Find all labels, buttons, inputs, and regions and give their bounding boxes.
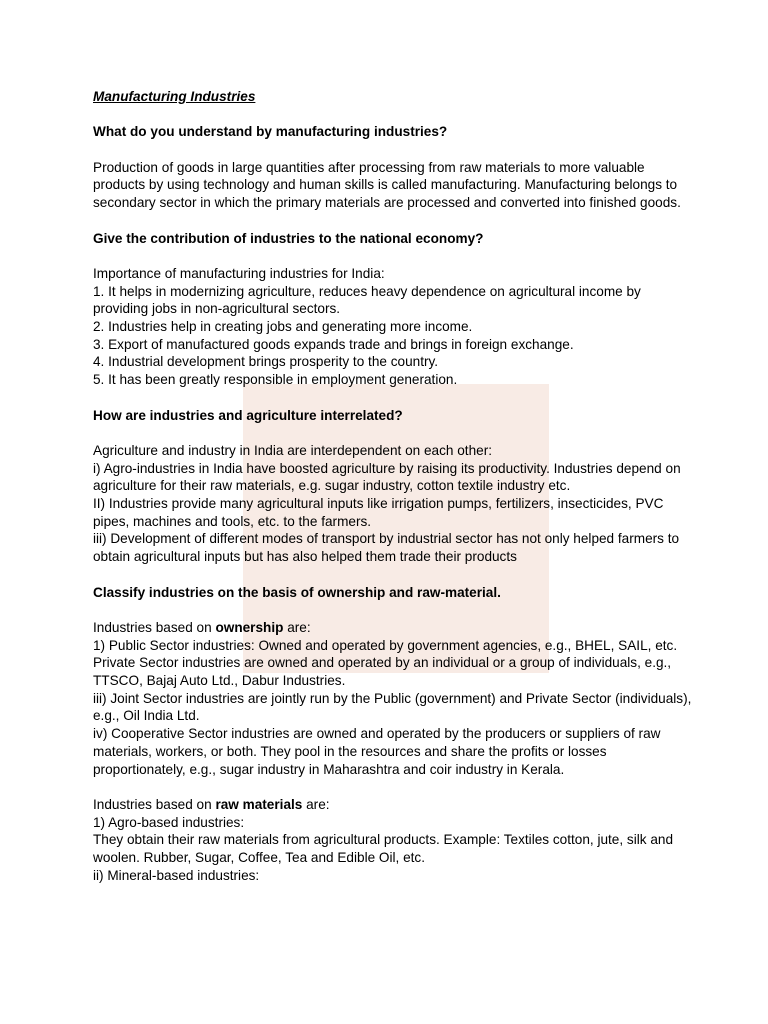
list-item: 1. It helps in modernizing agriculture, reduces heavy dependence on agricultural income by providing jobs in non-agricultural sectors. (93, 283, 641, 317)
answer-2-intro: Importance of manufacturing industries for India: (93, 265, 385, 281)
list-item: iii) Joint Sector industries are jointly run by the Public (government) and Private Sector (individuals), e.g., Oil India Ltd. (93, 690, 692, 724)
list-item: Private Sector industries are owned and operated by an individual or a group of individuals, e.g., TTSCO, Bajaj Auto Ltd., Dabur Industries. (93, 655, 672, 689)
question-4: Classify industries on the basis of ownership and raw-material. (93, 584, 501, 600)
answer-3-intro: Agriculture and industry in India are interdependent on each other: (93, 442, 493, 458)
list-item: 5. It has been greatly responsible in employment generation. (93, 372, 458, 388)
list-item: 4. Industrial development brings prosperity to the country. (93, 354, 439, 370)
question-1: What do you understand by manufacturing industries? (93, 124, 448, 140)
list-item: 1) Public Sector industries: Owned and operated by government agencies, e.g., BHEL, SAIL, etc. (93, 637, 678, 653)
ownership-intro-after: are: (283, 619, 311, 635)
list-item: 2. Industries help in creating jobs and generating more income. (93, 319, 473, 335)
ownership-intro-before: Industries based on (93, 619, 216, 635)
list-item: 3. Export of manufactured goods expands trade and brings in foreign exchange. (93, 336, 574, 352)
document-title: Manufacturing Industries (93, 89, 256, 104)
list-item: ii) Mineral-based industries: (93, 867, 260, 883)
document-page (93, 88, 693, 885)
raw-intro-bold: raw materials (215, 796, 303, 812)
answer-1: Production of goods in large quantities after processing from raw materials to more valuable products by using technology and human skills is called manufacturing. Manufacturing belongs to secondary sector in which the primary materials are processed and converted into finished goods. (93, 159, 681, 211)
raw-intro-after: are: (302, 796, 330, 812)
ownership-intro (93, 619, 693, 637)
list-item: i) Agro-industries in India have boosted agriculture by raising its productivity. Industries depend on agriculture for their raw materials, e.g. sugar industry, cotton textile industry etc. (93, 460, 681, 494)
question-3: How are industries and agriculture interrelated? (93, 407, 403, 423)
list-item: 1) Agro-based industries: (93, 814, 245, 830)
list-item: II) Industries provide many agricultural inputs like irrigation pumps, fertilizers, insecticides, PVC pipes, machines and tools, etc. to the farmers. (93, 496, 664, 529)
list-item: iii) Development of different modes of transport by industrial sector has not only helped farmers to obtain agricultural inputs but has also helped them trade their products (93, 531, 680, 565)
ownership-intro-bold: ownership (215, 619, 284, 635)
question-2: Give the contribution of industries to the national economy? (93, 230, 484, 246)
list-item: iv) Cooperative Sector industries are owned and operated by the producers or suppliers of raw materials, workers, or both. They pool in the resources and share the profits or losses proportionately, e.g., sugar industry in Maharashtra and coir industry in Kerala. (93, 726, 661, 777)
raw-materials-intro (93, 796, 693, 814)
list-item: They obtain their raw materials from agricultural products. Example: Textiles cotton, jute, silk and woolen. Rubber, Sugar, Coffee, Tea and Edible Oil, etc. (93, 832, 674, 866)
raw-intro-before: Industries based on (93, 796, 216, 812)
